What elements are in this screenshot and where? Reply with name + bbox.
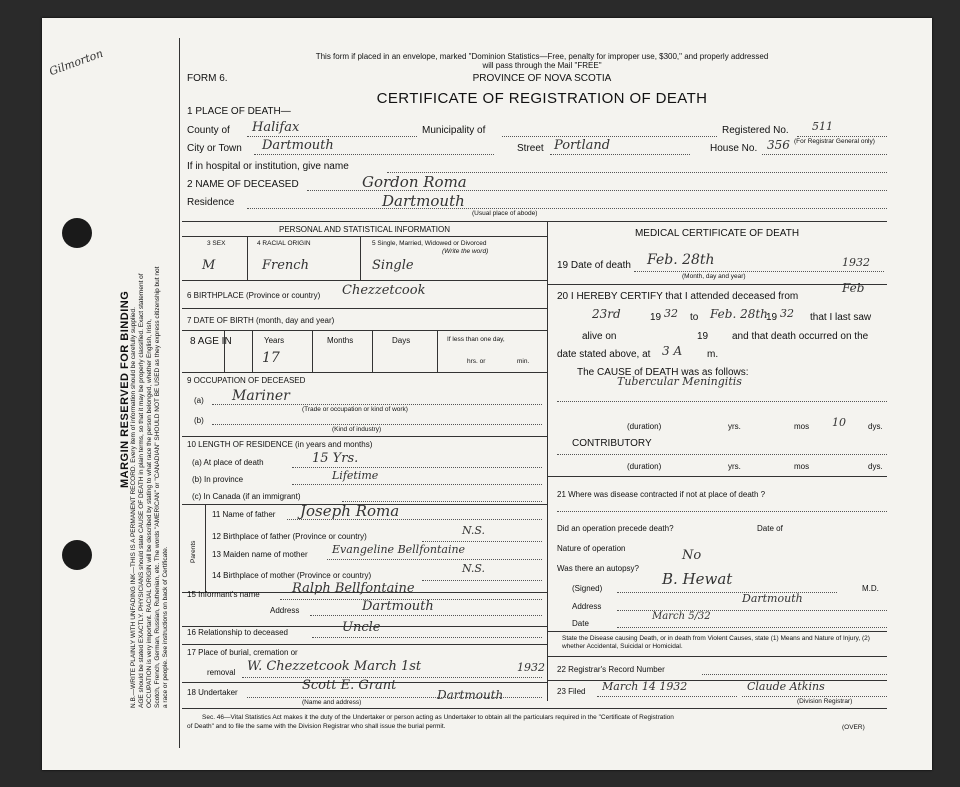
- physician-address-value: Dartmouth: [742, 592, 803, 605]
- registrar-value: Claude Atkins: [747, 680, 825, 693]
- in-canada-label: (c) In Canada (if an immigrant): [192, 492, 301, 501]
- at-place-label: (a) At place of death: [192, 458, 264, 467]
- occ-a-note: (Trade or occupation or kind of work): [302, 406, 408, 413]
- removal-label: removal: [207, 668, 236, 677]
- death-date-value: Feb. 28th: [647, 252, 715, 268]
- registered-note: (For Registrar General only): [794, 138, 875, 145]
- burial-value: W. Chezzetcook March 1st: [247, 659, 422, 674]
- occupation-label: 9 OCCUPATION OF DECEASED: [187, 376, 306, 385]
- nineteen-1: 19: [650, 312, 662, 323]
- signed-value: B. Hewat: [662, 570, 733, 588]
- occ-b-label: (b): [194, 416, 204, 425]
- father-label: 11 Name of father: [212, 510, 276, 519]
- months-label: Months: [327, 336, 354, 345]
- occurred-label: and that death occurred on the: [732, 331, 869, 342]
- cause-label: The CAUSE of DEATH was as follows:: [577, 367, 749, 378]
- sex-label: 3 SEX: [207, 240, 226, 247]
- mos-label-2: mos: [794, 462, 810, 471]
- city-value: Dartmouth: [262, 138, 334, 153]
- municipality-label: Municipality of: [422, 125, 486, 136]
- mother-value: Evangeline Bellfontaine: [332, 543, 466, 556]
- min-label: min.: [517, 358, 530, 365]
- footer-line-1: Sec. 46—Vital Statistics Act makes it the duty of the Undertaker or person acting as Undertaker to obtain all the particulars required in the "Certificate of Registration: [202, 714, 674, 721]
- yrs-label-2: yrs.: [728, 462, 741, 471]
- contracted-label: 21 Where was disease contracted if not at place of death ?: [557, 490, 766, 499]
- margin-note-line: AGE should be stated EXACTLY. PHYSICIANS should state CAUSE OF DEATH in plain terms, so that it may be properly classified. Exact statement of: [138, 273, 145, 708]
- dys-label-2: dys.: [868, 462, 883, 471]
- marital-note: (Write the word): [442, 248, 489, 255]
- father-value: Joseph Roma: [300, 502, 400, 520]
- in-province-label: (b) In province: [192, 475, 244, 484]
- racial-label: 4 RACIAL ORIGIN: [257, 240, 311, 247]
- margin-binding-label: MARGIN RESERVED FOR BINDING: [119, 290, 131, 488]
- registered-value: 511: [812, 120, 833, 133]
- certify-from-value: Feb: [842, 281, 865, 295]
- margin-note-line: a race or people. See instructions on back of Certificate.: [162, 546, 169, 708]
- days-label: Days: [392, 336, 411, 345]
- birthplace-value: Chezzetcook: [342, 283, 426, 298]
- occ-b-note: (Kind of industry): [332, 426, 382, 433]
- last-saw-label: that I last saw: [810, 312, 872, 323]
- physician-date-value: March 5/32: [652, 611, 711, 622]
- informant-label: 15 Informant's name: [187, 590, 260, 599]
- racial-value: French: [262, 258, 309, 273]
- cause-value: Tubercular Meningitis: [617, 375, 742, 388]
- envelope-notice: This form if placed in an envelope, marked "Dominion Statistics—Free, penalty for improper use, $300," and properly addressed: [315, 52, 769, 61]
- nineteen-3: 19: [697, 331, 709, 342]
- residence-length-label: 10 LENGTH OF RESIDENCE (in years and months): [187, 440, 373, 449]
- occ-a-label: (a): [194, 396, 204, 405]
- death-year-value: 1932: [842, 256, 870, 269]
- father-birth-label: 12 Birthplace of father (Province or country): [212, 532, 367, 541]
- dob-label: 7 DATE OF BIRTH (month, day and year): [187, 316, 335, 325]
- in-province-value: Lifetime: [332, 469, 379, 482]
- dys-label: dys.: [868, 422, 883, 431]
- margin-note-line: Scotch, French, German, Russian, Ruthenian, etc. The words "AMERICAN" or "CANADIAN" SHOULD NOT BE USED as they express citizenship but not: [154, 266, 161, 708]
- house-value: 356: [767, 138, 790, 152]
- autopsy-label: Was there an autopsy?: [557, 564, 639, 573]
- death-certificate: [42, 18, 932, 770]
- margin-note-line: OCCUPATION is very important. RACIAL ORIGIN will be described by stating to what race the person belonged, whether English, Irish,: [146, 319, 153, 708]
- date-of-label: Date of: [757, 524, 783, 533]
- physician-date-label: Date: [572, 619, 589, 628]
- margin-handwritten: Gilmorton: [47, 46, 105, 79]
- relationship-value: Uncle: [342, 620, 381, 635]
- hrs-label: hrs. or: [467, 358, 486, 365]
- personal-header: PERSONAL AND STATISTICAL INFORMATION: [279, 225, 450, 234]
- duration-label-2: (duration): [627, 462, 662, 471]
- filed-label: 23 Filed: [557, 687, 586, 696]
- certificate-title: CERTIFICATE OF REGISTRATION OF DEATH: [376, 90, 708, 107]
- residence-label: Residence: [187, 197, 235, 208]
- death-date-note: (Month, day and year): [682, 273, 746, 280]
- margin-rule: [179, 38, 180, 748]
- occupation-value: Mariner: [232, 388, 290, 404]
- year-1: 32: [664, 307, 678, 320]
- years-value: 17: [262, 350, 280, 366]
- registered-label: Registered No.: [722, 125, 789, 136]
- street-label: Street: [517, 143, 544, 154]
- margin-note-line: N.B.—WRITE PLAINLY WITH UNFADING INK—THIS IS A PERMANENT RECORD. Every item of information should be carefully supplied.: [130, 307, 137, 708]
- relationship-label: 16 Relationship to deceased: [187, 628, 288, 637]
- violent-note: State the Disease causing Death, or in death from Violent Causes, state (1) Means and Nature of Injury, (2) whether Accidental, Suicidal or Homicidal.: [562, 635, 870, 650]
- age-label: 8 AGE IN: [190, 336, 232, 347]
- place-of-death-label: 1 PLACE OF DEATH—: [187, 106, 291, 117]
- city-label: City or Town: [187, 143, 242, 154]
- m-label: m.: [707, 349, 719, 360]
- contributory-label: CONTRIBUTORY: [572, 438, 652, 449]
- punch-hole: [62, 218, 92, 248]
- informant-value: Ralph Bellfontaine: [292, 581, 415, 596]
- nature-label: Nature of operation: [557, 544, 626, 553]
- time-value: 3 A: [662, 344, 683, 358]
- mos-label: mos: [794, 422, 810, 431]
- envelope-notice-2: will pass through the Mail "FREE": [482, 61, 602, 70]
- burial-label: 17 Place of burial, cremation or: [187, 648, 298, 657]
- mother-birth-value: N.S.: [462, 562, 486, 575]
- burial-year: 1932: [517, 661, 545, 674]
- hospital-label: If in hospital or institution, give name: [187, 161, 349, 172]
- at-place-value: 15 Yrs.: [312, 451, 359, 466]
- date-above-label: date stated above, at: [557, 349, 651, 360]
- md-label: M.D.: [862, 584, 879, 593]
- marital-label: 5 Single, Married, Widowed or Divorced: [372, 240, 487, 247]
- undertaker-note: (Name and address): [302, 699, 362, 706]
- house-label: House No.: [710, 143, 758, 154]
- footer-line-2: of Death" and to file the same with the Division Registrar who shall issue the burial permit.: [187, 723, 446, 730]
- duration-label: (duration): [627, 422, 662, 431]
- parents-label: Parents: [190, 540, 197, 563]
- birthplace-label: 6 BIRTHPLACE (Province or country): [187, 291, 321, 300]
- name-label: 2 NAME OF DECEASED: [187, 179, 299, 190]
- mother-birth-label: 14 Birthplace of mother (Province or country): [212, 571, 372, 580]
- yrs-label: yrs.: [728, 422, 741, 431]
- registrar-note: (Division Registrar): [797, 698, 853, 705]
- mother-label: 13 Maiden name of mother: [212, 550, 308, 559]
- marital-value: Single: [372, 258, 414, 273]
- physician-address-label: Address: [572, 602, 602, 611]
- certify-label: 20 I HEREBY CERTIFY that I attended deceased from: [557, 291, 799, 302]
- years-label: Years: [264, 336, 285, 345]
- province: PROVINCE OF NOVA SCOTIA: [472, 73, 612, 84]
- deceased-name-value: Gordon Roma: [362, 173, 467, 191]
- medical-header: MEDICAL CERTIFICATE OF DEATH: [634, 228, 800, 239]
- father-birth-value: N.S.: [462, 524, 486, 537]
- signed-label: (Signed): [572, 584, 603, 593]
- from-day-value: 23rd: [592, 307, 621, 321]
- residence-value: Dartmouth: [382, 192, 465, 210]
- county-value: Halifax: [252, 120, 300, 135]
- to-label: to: [690, 312, 699, 323]
- record-label: 22 Registrar's Record Number: [557, 665, 665, 674]
- street-value: Portland: [554, 138, 611, 153]
- less-label: If less than one day,: [447, 336, 505, 343]
- nineteen-2: 19: [766, 312, 778, 323]
- informant-address-value: Dartmouth: [362, 599, 434, 614]
- county-label: County of: [187, 125, 230, 136]
- alive-label: alive on: [582, 331, 617, 342]
- form-number: FORM 6.: [187, 73, 228, 84]
- death-date-label: 19 Date of death: [557, 260, 631, 271]
- footer-over: (OVER): [842, 724, 865, 731]
- punch-hole: [62, 540, 92, 570]
- undertaker-label: 18 Undertaker: [187, 688, 238, 697]
- undertaker-address: Dartmouth: [437, 688, 504, 702]
- filed-value: March 14 1932: [602, 680, 688, 693]
- sex-value: M: [202, 258, 216, 273]
- dys-value: 10: [832, 416, 846, 429]
- informant-address-label: Address: [270, 606, 300, 615]
- operation-label: Did an operation precede death?: [557, 524, 674, 533]
- to-value: Feb. 28th: [710, 307, 768, 321]
- residence-note: (Usual place of abode): [472, 210, 538, 217]
- undertaker-value: Scott E. Grant: [302, 678, 397, 693]
- year-2: 32: [780, 307, 794, 320]
- autopsy-value: No: [682, 548, 702, 563]
